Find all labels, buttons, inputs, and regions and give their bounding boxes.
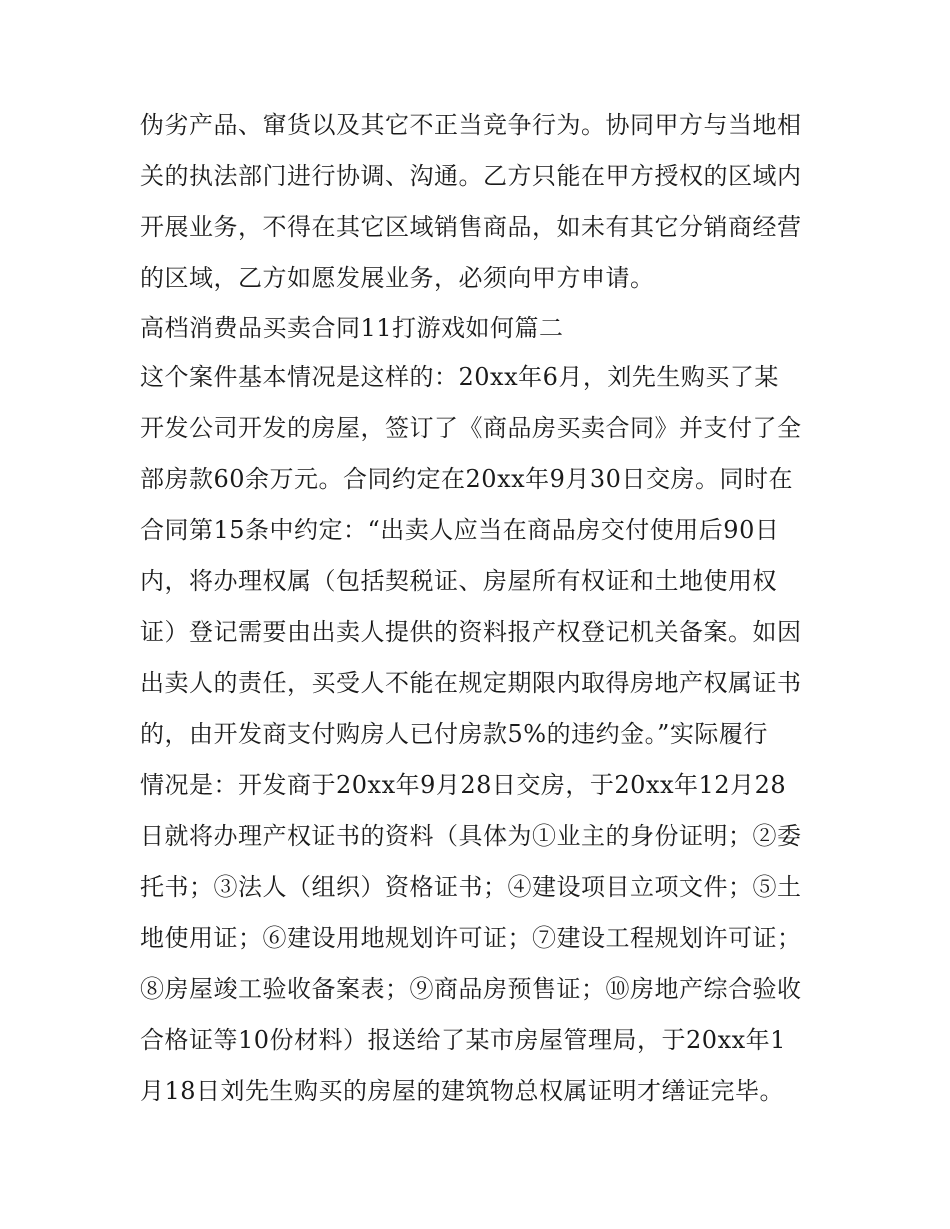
paragraph-line: 地使用证；⑥建设用地规划许可证；⑦建设工程规划许可证； — [140, 924, 802, 952]
paragraph-line: 情况是：开发商于20xx年9月28日交房，于20xx年12月28 — [140, 771, 787, 799]
paragraph-line: 的，由开发商支付购房人已付房款5%的违约金。”实际履行 — [140, 720, 768, 748]
paragraph-line: 开发公司开发的房屋，签订了《商品房买卖合同》并支付了全 — [140, 414, 802, 442]
paragraph-line: 合格证等10份材料）报送给了某市房屋管理局，于20xx年1 — [140, 1026, 786, 1054]
section-heading: 高档消费品买卖合同11打游戏如何篇二 — [140, 314, 564, 342]
paragraph-line: 月18日刘先生购买的房屋的建筑物总权属证明才缮证完毕。 — [140, 1077, 785, 1105]
paragraph-line: 内，将办理权属（包括契税证、房屋所有权证和土地使用权 — [140, 567, 777, 595]
paragraph-line: ⑧房屋竣工验收备案表；⑨商品房预售证；⑩房地产综合验收 — [140, 975, 802, 1003]
document-page — [140, 100, 820, 1117]
paragraph-line: 证）登记需要由出卖人提供的资料报产权登记机关备案。如因 — [140, 618, 802, 646]
paragraph-line: 这个案件基本情况是这样的：20xx年6月，刘先生购买了某 — [140, 363, 779, 391]
paragraph-line: 出卖人的责任，买受人不能在规定期限内取得房地产权属证书 — [140, 669, 802, 697]
paragraph-line: 伪劣产品、窜货以及其它不正当竞争行为。协同甲方与当地相 — [140, 111, 802, 139]
paragraph-line: 开展业务，不得在其它区域销售商品，如未有其它分销商经营 — [140, 213, 802, 241]
paragraph-line: 关的执法部门进行协调、沟通。乙方只能在甲方授权的区域内 — [140, 162, 802, 190]
paragraph-line: 托书；③法人（组织）资格证书；④建设项目立项文件；⑤土 — [140, 873, 802, 901]
paragraph-line: 日就将办理产权证书的资料（具体为①业主的身份证明；②委 — [140, 822, 802, 850]
paragraph-line: 合同第15条中约定：“出卖人应当在商品房交付使用后90日 — [140, 516, 780, 544]
paragraph-line: 的区域，乙方如愿发展业务，必须向甲方申请。 — [140, 264, 655, 292]
paragraph-line: 部房款60余万元。合同约定在20xx年9月30日交房。同时在 — [140, 465, 793, 493]
